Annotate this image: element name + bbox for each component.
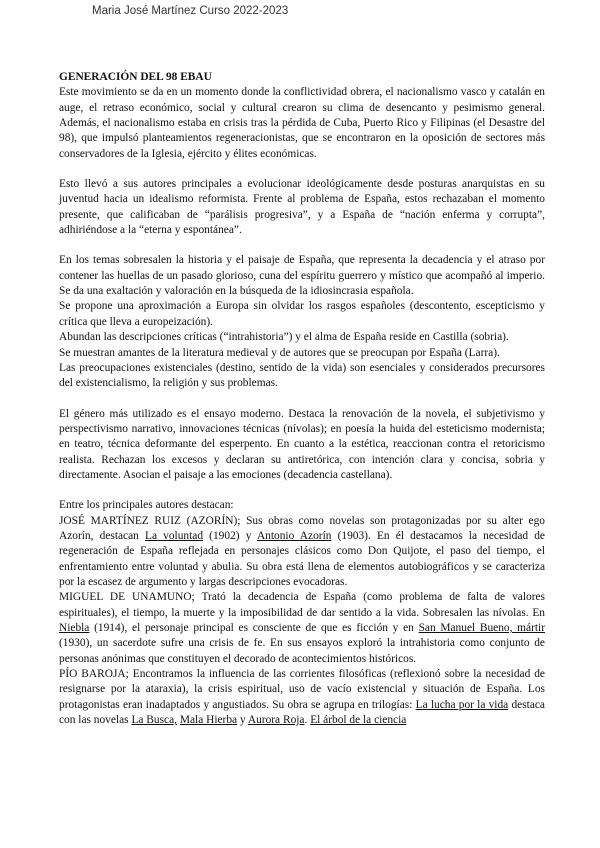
work-title: La voluntad (145, 529, 204, 542)
document-body (59, 70, 545, 728)
page-header: Maria José Martínez Curso 2022-2023 (92, 5, 289, 17)
work-title: Mala Hierba (179, 714, 238, 727)
work-title: El árbol de la ciencia (310, 714, 407, 727)
paragraph-genre: El género más utilizado es el ensayo moderno. Destaca la renovación de la novela, el subjetivismo y perspectivismo narrativo, innovaciones técnicas (nívolas); en poesía la huida del esteticismo modernista; en teatro, técnica deformante del esperpento. En cuanto a la estética, reaccionan contra el retoricismo realista. Rechazan los excesos y declaran su antiretórica, con intención clara y concisa, sobria y directamente. Asocian el paisaje a las emociones (decadencia castellana). (59, 407, 545, 481)
paragraph-azorin: JOSÉ MARTÍNEZ RUIZ (AZORÍN); Sus obras como novelas son protagonizadas por su alter ego Azorín, destacan La voluntad (1902) y Antonio Azorín (1903). En él destacamos la necesidad de regeneración de España reflejada en personajes clásicos como Don Quijote, el paso del tiempo, el enfrentamiento entre voluntad y abulia. Su obra está llena de elementos autobiográficos y se caracteriza por la escasez de argumento y largas descripciones evocadoras. (59, 514, 545, 588)
work-title: Aurora Roja (247, 714, 305, 727)
document-title: GENERACIÓN DEL 98 EBAU (59, 71, 212, 83)
work-title: La Busca, (131, 714, 177, 727)
paragraph-authors-intro: Entre los principales autores destacan: (59, 499, 234, 512)
paragraph-europe: Se propone una aproximación a Europa sin olvidar los rasgos españoles (descontento, escepticismo y crítica que lleva a europeización). (59, 300, 545, 328)
paragraph-context: Este movimiento se da en un momento donde la conflictividad obrera, el nacionalismo vasco y catalán en auge, el retraso económico, social y cultural crearon su clima de desencanto y pesimismo general. Además, el nacionalismo estaba en crisis tras la pérdida de Cuba, Puerto Rico y Filipinas (el Desastre del 98), que impulsó planteamientos regeneracionistas, que se encontraron en la oposición de sectores más conservadores de la Iglesia, ejército y élites económicas. (59, 86, 545, 160)
paragraph-medieval: Se muestran amantes de la literatura medieval y de autores que se preocupan por España (Larra). (59, 346, 500, 359)
work-title: La lucha por la vida (415, 698, 509, 711)
work-title: San Manuel Bueno, mártir (418, 622, 546, 634)
paragraph-unamuno: MIGUEL DE UNAMUNO; Trató la decadencia de España (como problema de falta de valores espirituales), el tiempo, la muerte y la imposibilidad de dar sentido a la vida. Sobresalen las nívolas. En Niebla (1914), el personaje principal es consciente de que es ficción y en San Manuel Bueno, mártir (1930), un sacerdote sufre una crisis de fe. En sus ensayos exploró la intrahistoria como conjunto de personas anónimas que constituyen el decorado de acontecimientos históricos. (59, 591, 546, 665)
work-title: Niebla (59, 622, 90, 634)
paragraph-themes: En los temas sobresalen la historia y el paisaje de España, que representa la decadencia y el atraso por contener las huellas de un pasado glorioso, cuna del espíritu guerrero y místico que acompañó al imperio. Se da una exaltación y valoración en la búsqueda de la idiosincrasia española. (59, 254, 545, 298)
paragraph-ideology: Esto llevó a sus autores principales a evolucionar ideológicamente desde posturas anarquistas en su juventud hacia un idealismo reformista. Frente al problema de España, estos rechazaban el momento presente, que calificaban de “parálisis progresiva”, y a España de “nación enferma y corrupta”, adhiriéndose a la “eterna y espontánea”. (59, 178, 545, 237)
paragraph-descriptions: Abundan las descripciones críticas (“intrahistoria”) y el alma de España reside en Castilla (sobria). (59, 331, 509, 344)
paragraph-baroja: PÍO BAROJA; Encontramos la influencia de las corrientes filosóficas (reflexionó sobre la necesidad de resignarse por la ataraxia), la crisis espiritual, uso de vacío existencial y situación de España. Los protagonistas eran inadaptados y angustiados. Su obra se agrupa en trilogías: La lucha por la vida destaca con las novelas La Busca, Mala Hierba y Aurora Roja. El árbol de la ciencia (59, 668, 545, 727)
paragraph-existential: Las preocupaciones existenciales (destino, sentido de la vida) son esenciales y considerados precursores del existencialismo, la religión y sus problemas. (59, 361, 545, 390)
work-title: Antonio Azorín (256, 529, 332, 542)
